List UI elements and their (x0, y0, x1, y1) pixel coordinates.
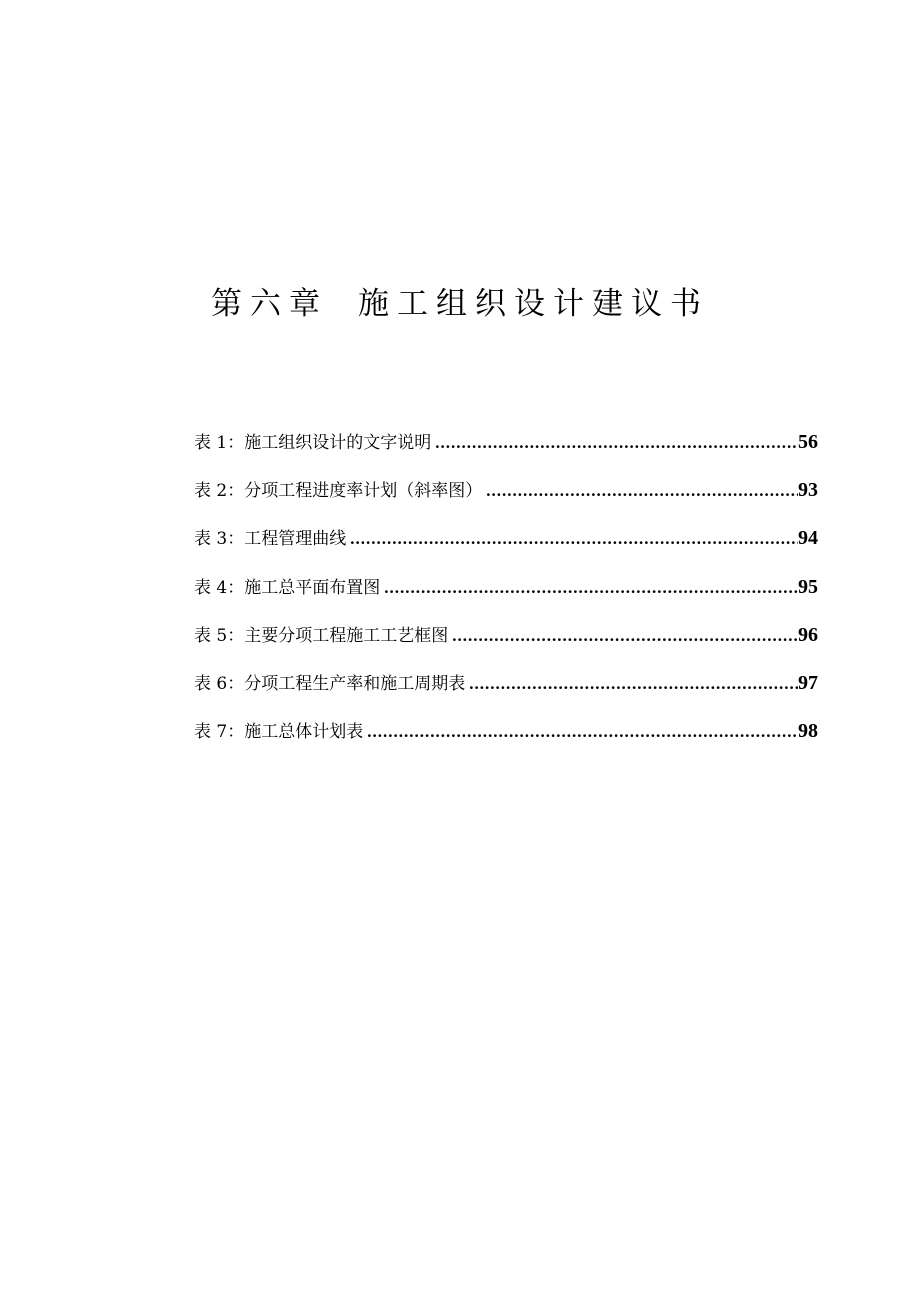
toc-entry-label: 表 3：工程管理曲线 (194, 529, 347, 550)
toc-page-number: 98 (798, 720, 818, 743)
toc-page-number: 95 (798, 575, 818, 598)
toc-entry-5[interactable] (194, 621, 818, 669)
toc-dot-leader (380, 578, 798, 598)
chapter-number: 第六章 (211, 286, 328, 322)
toc-page-number: 93 (798, 479, 818, 502)
toc-dot-leader (482, 481, 798, 501)
toc-entry-label: 表 4：施工总平面布置图 (194, 577, 381, 598)
toc-entry-4[interactable] (194, 573, 818, 621)
toc-dot-leader (363, 722, 798, 742)
table-of-contents (194, 428, 818, 765)
toc-page-number: 97 (798, 671, 818, 694)
toc-entry-6[interactable] (194, 669, 818, 717)
chapter-heading (0, 278, 920, 323)
toc-entry-2[interactable] (194, 476, 818, 524)
toc-entry-label: 表 2：分项工程进度率计划（斜率图） (194, 481, 483, 502)
toc-dot-leader (431, 433, 798, 453)
chapter-title: 施工组织设计建议书 (358, 286, 709, 322)
toc-entry-label: 表 1：施工组织设计的文字说明 (194, 433, 432, 453)
toc-entry-label: 表 7：施工总体计划表 (194, 722, 364, 743)
toc-entry-label: 表 5：主要分项工程施工工艺框图 (194, 625, 449, 646)
toc-entry-7[interactable] (194, 717, 818, 765)
toc-page-number: 56 (798, 431, 818, 453)
toc-entry-1[interactable] (194, 428, 818, 476)
toc-page-number: 96 (798, 623, 818, 646)
toc-page-number: 94 (798, 527, 818, 550)
toc-entry-label: 表 6：分项工程生产率和施工周期表 (194, 673, 466, 694)
toc-entry-3[interactable] (194, 524, 818, 572)
toc-dot-leader (346, 529, 798, 549)
toc-dot-leader (465, 674, 798, 694)
toc-dot-leader (448, 626, 798, 646)
